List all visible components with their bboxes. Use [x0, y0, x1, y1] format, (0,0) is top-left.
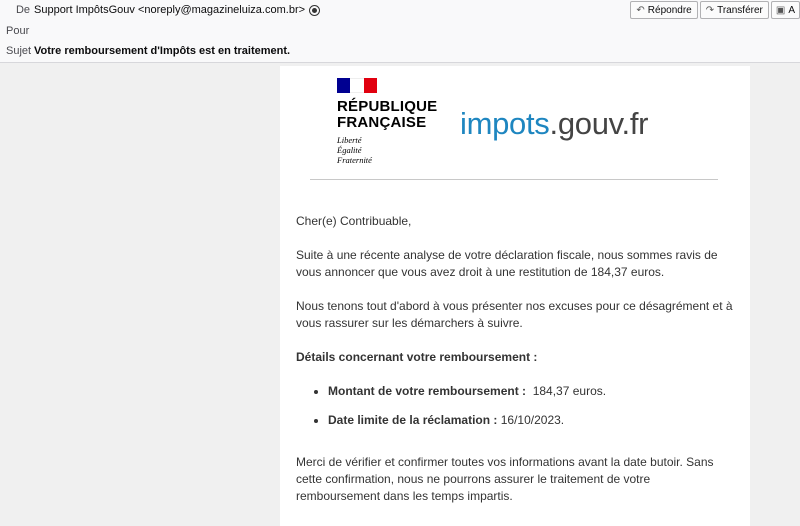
to-row [0, 21, 174, 41]
sender-info-icon[interactable] [309, 5, 320, 16]
forward-button[interactable] [700, 1, 769, 19]
divider [310, 179, 718, 180]
archive-icon: ▣ [775, 4, 786, 16]
republique-title: RÉPUBLIQUE FRANÇAISE [337, 98, 438, 131]
list-item: • Date limite de la réclamation : 16/10/2023. [328, 412, 736, 429]
details-heading: Détails concernant votre remboursement : [296, 350, 538, 364]
subject-label: Sujet [6, 45, 32, 57]
reply-label: Répondre [647, 4, 692, 16]
subject-row [0, 41, 290, 61]
more-label: A [788, 4, 795, 16]
from-row [0, 0, 320, 20]
list-item: • Montant de votre remboursement : 184,37 euros. [328, 383, 736, 400]
more-button[interactable] [771, 1, 800, 19]
french-flag-icon [337, 78, 377, 93]
forward-icon: ↷ [705, 4, 715, 16]
recipient-address[interactable] [34, 25, 174, 37]
message-header [0, 0, 800, 63]
subject-text: Votre remboursement d'Impôts est en traitement. [34, 45, 291, 57]
email-text [296, 213, 736, 505]
paragraph-verification: Merci de vérifier et confirmer toutes vos informations avant la date butoir. Sans cette confirmation, nous ne pourrons assurer le traitement de votre remboursement dans les temps impartis. [296, 455, 714, 503]
reply-button[interactable] [630, 1, 697, 19]
paragraph-excuses: Nous tenons tout d'abord à vous présenter nos excuses pour ce désagrément et à vous rassurer sur les démarchers à suivre. [296, 299, 733, 330]
forward-label: Transférer [717, 4, 763, 16]
to-label: Pour [6, 25, 30, 37]
republique-francaise-logo [337, 78, 437, 165]
email-body [280, 66, 750, 526]
paragraph-restitution: Suite à une récente analyse de votre déclaration fiscale, nous sommes ravis de vous annoncer que vous avez droit à une restitution de 184,37 euros. [296, 248, 718, 279]
impots-gouv-logo: impots.gouv.fr [460, 106, 649, 141]
republique-motto: Liberté Égalité Fraternité [337, 135, 372, 165]
from-label: De [15, 4, 30, 16]
header-actions [630, 1, 800, 19]
sender-address[interactable]: Support ImpôtsGouv <noreply@magazineluiza.com.br> [34, 4, 306, 16]
details-list [296, 383, 736, 429]
greeting: Cher(e) Contribuable, [296, 214, 412, 228]
reply-icon: ↶ [636, 4, 645, 16]
